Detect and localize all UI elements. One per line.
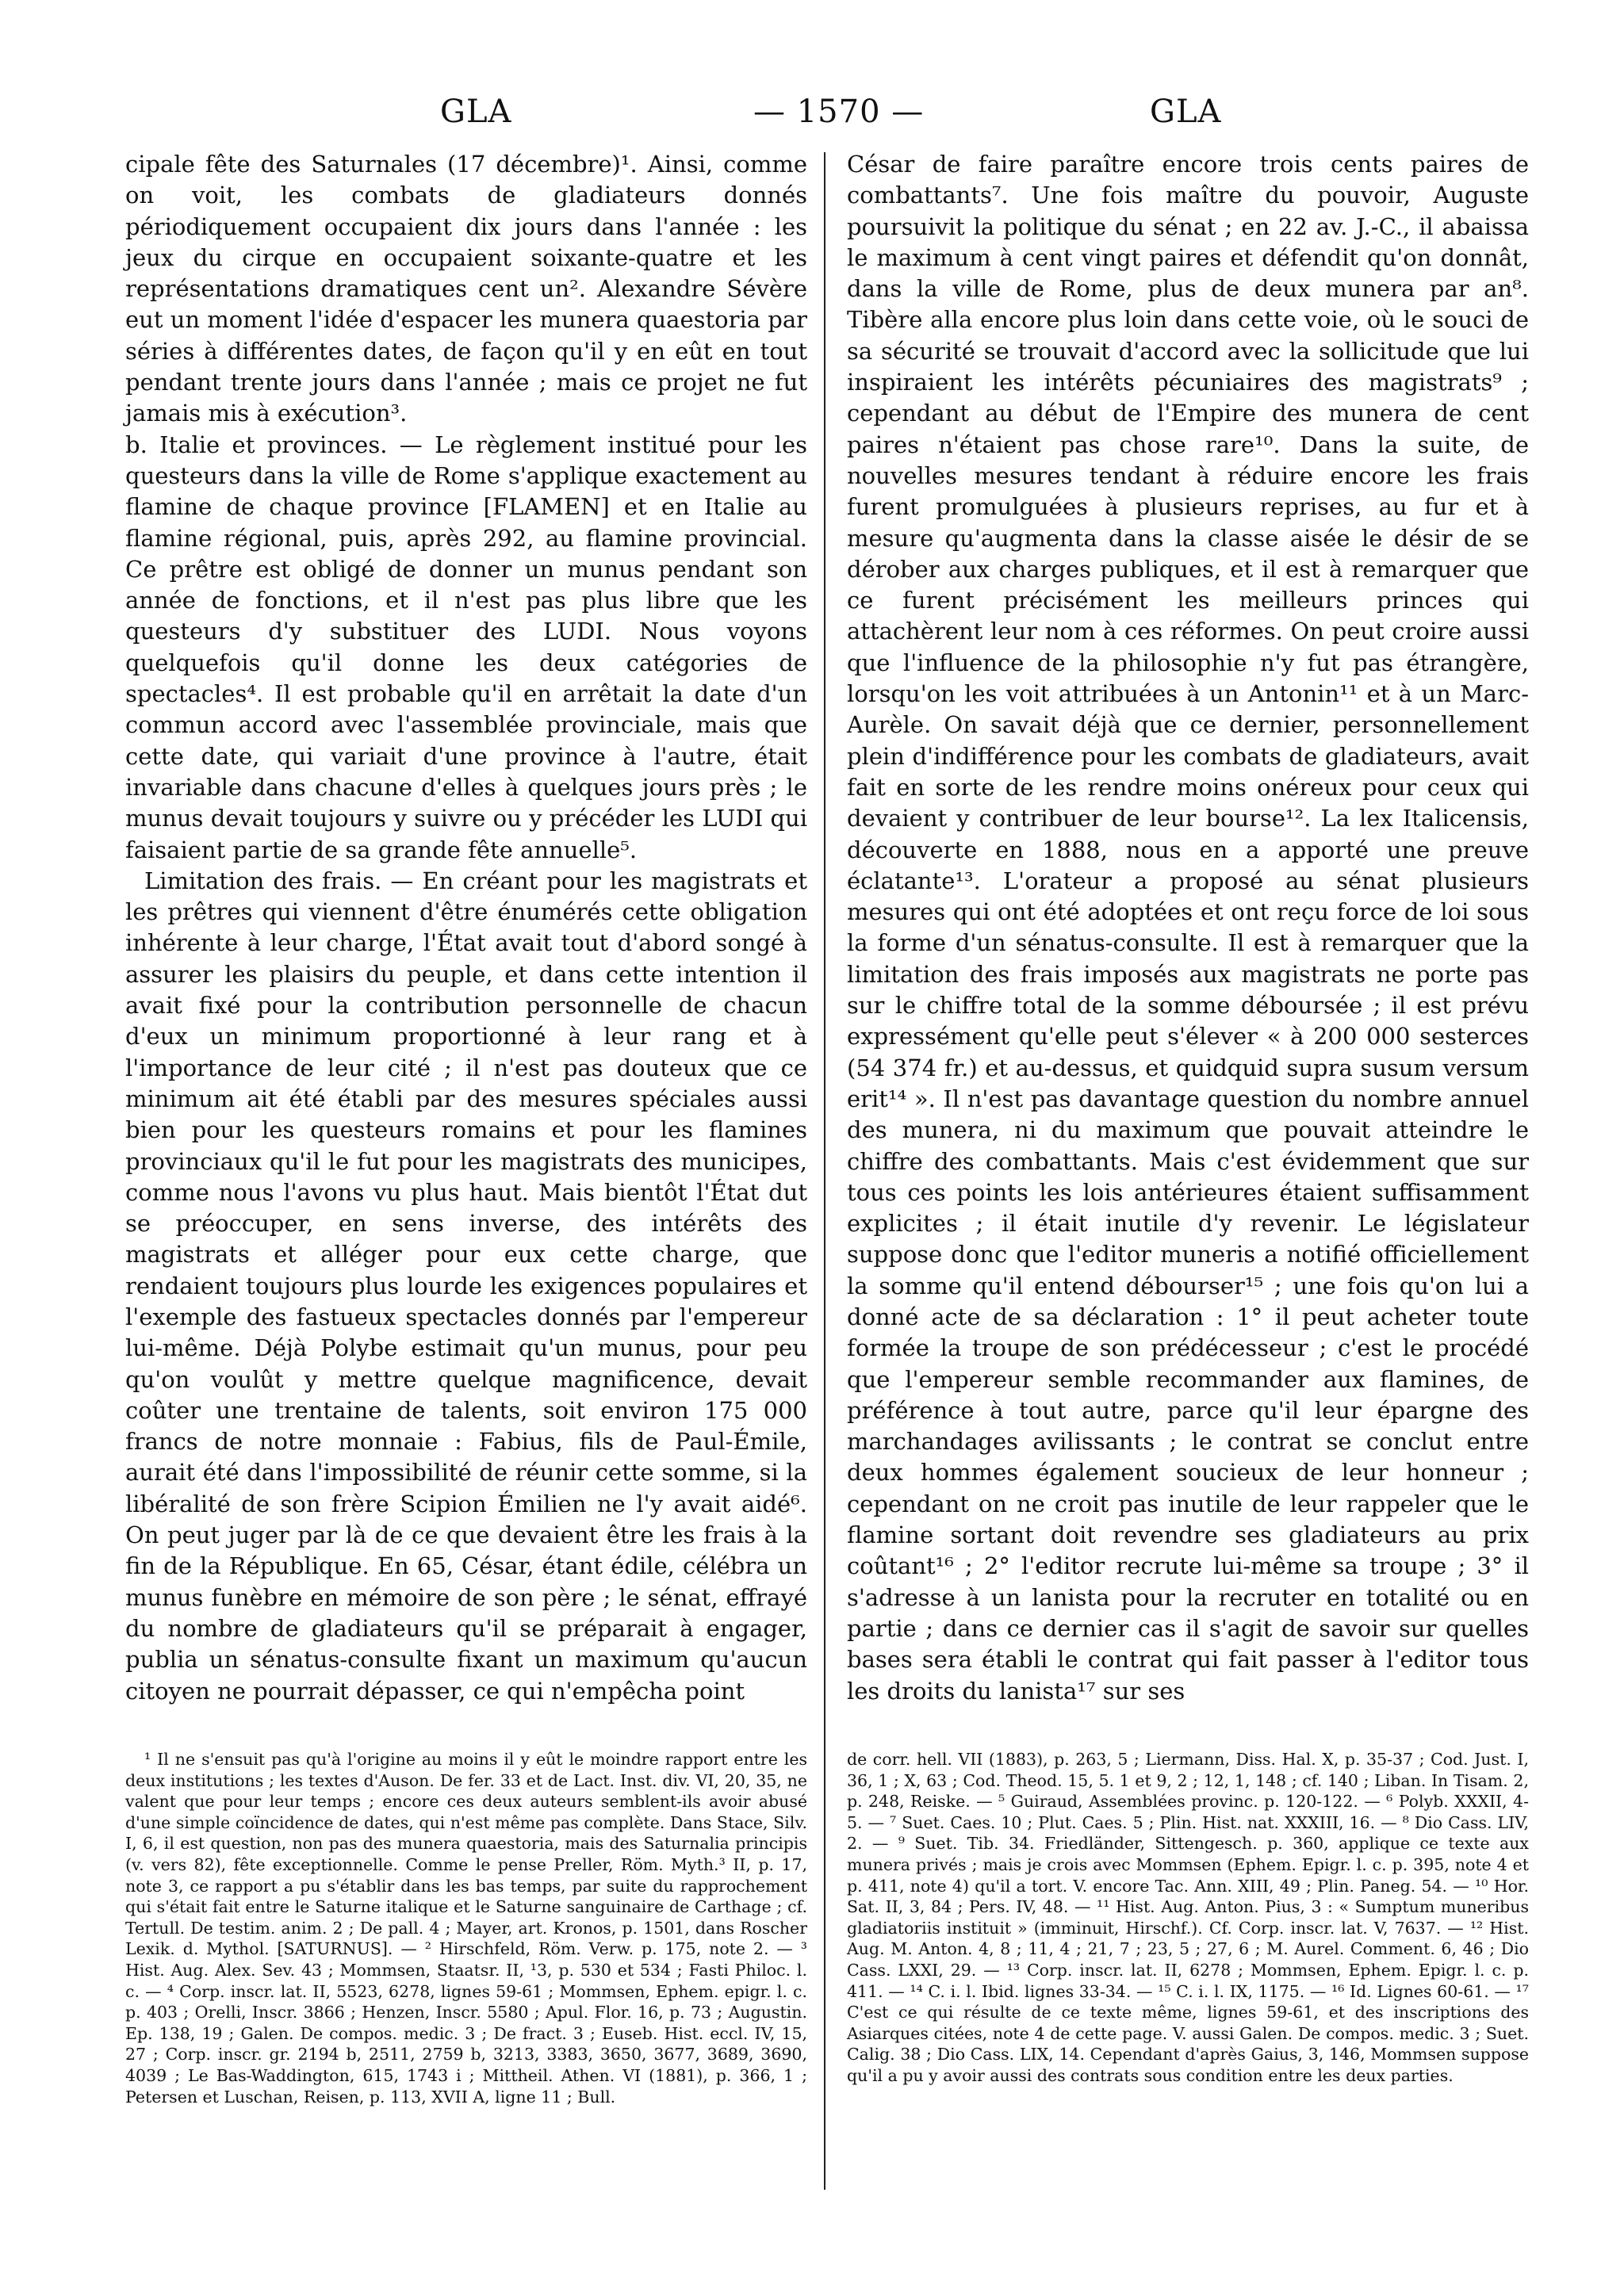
footnotes-right — [847, 1749, 1529, 2087]
left-paragraph-3: Limitation des frais. — En créant pour les magistrats et les prêtres qui viennent d'être énumérés cette obligation inhérente à leur charge, l'État avait tout d'abord songé à assurer les plaisirs du peuple, et dans cette intention il avait fixé pour la contribution personnelle de chacun d'eux un minimum proportionné à leur rang et à l'importance de leur cité ; il n'est pas douteux que ce minimum ait été établi par des mesures spéciales aussi bien pour les questeurs romains et pour les flamines provinciaux qu'il le fut pour les magistrats des municipes, comme nous l'avons vu plus haut. Mais bientôt l'État dut se préoccuper, en sens inverse, des intérêts des magistrats et alléger pour eux cette charge, que rendaient toujours plus lourde les exigences populaires et l'exemple des fastueux spectacles donnés par l'empereur lui-même. Déjà Polybe estimait qu'un munus, pour peu qu'on voulût y mettre quelque magnificence, devait coûter une trentaine de talents, soit environ 175 000 francs de notre monnaie : Fabius, fils de Paul-Émile, aurait été dans l'impossibilité de réunir cette somme, si la libéralité de son frère Scipion Émilien ne l'y avait aidé⁶. On peut juger par là de ce que devaient être les frais à la fin de la République. En 65, César, étant édile, célébra un munus funèbre en mémoire de son père ; le sénat, effrayé du nombre de gladiateurs qu'il se préparait à engager, publia un sénatus-consulte fixant un maximum qu'aucun citoyen ne pourrait dépasser, ce qui n'empêcha point — [125, 867, 807, 1705]
running-head-right: GLA — [1150, 94, 1222, 130]
right-column — [847, 149, 1529, 1707]
left-column — [125, 149, 807, 1707]
column-divider — [824, 152, 825, 2190]
left-paragraph-1: cipale fête des Saturnales (17 décembre)¹. Ainsi, comme on voit, les combats de gladiateurs donnés périodiquement occupaient dix jours dans l'année : les jeux du cirque en occupaient soixante-quatre et les représentations dramatiques cent un². Alexandre Sévère eut un moment l'idée d'espacer les munera quaestoria par séries à différentes dates, de façon qu'il y en eût en tout pendant trente jours dans l'année ; mais ce projet ne fut jamais mis à exécution³. — [125, 151, 807, 427]
page-number: — 1570 — — [753, 94, 925, 130]
footnotes-right-text: de corr. hell. VII (1883), p. 263, 5 ; Liermann, Diss. Hal. X, p. 35-37 ; Cod. Just. I, 36, 1 ; X, 63 ; Cod. Theod. 15, 5. 1 et 9, 2 ; 12, 1, 148 ; cf. 140 ; Liban. In Tisam. 2, p. 248, Reiske. — ⁵ Guiraud, Assemblées provinc. p. 120-122. — ⁶ Polyb. XXXII, 4-5. — ⁷ Suet. Caes. 10 ; Plut. Caes. 5 ; Plin. Hist. nat. XXXIII, 16. — ⁸ Dio Cass. LIV, 2. — ⁹ Suet. Tib. 34. Friedländer, Sittengesch. p. 360, applique ce texte aux munera privés ; mais je crois avec Mommsen (Ephem. Epigr. l. c. p. 395, note 4 et p. 411, note 4) qu'il a tort. V. encore Tac. Ann. XIII, 49 ; Plin. Paneg. 54. — ¹⁰ Hor. Sat. II, 3, 84 ; Pers. IV, 48. — ¹¹ Hist. Aug. Anton. Pius, 3 : « Sumptum muneribus gladiatoriis instituit » (imminuit, Hirschf.). Cf. Corp. inscr. lat. V, 7637. — ¹² Hist. Aug. M. Anton. 4, 8 ; 11, 4 ; 21, 7 ; 23, 5 ; 27, 6 ; M. Aurel. Comment. 6, 46 ; Dio Cass. LXXI, 29. — ¹³ Corp. inscr. lat. II, 6278 ; Mommsen, Ephem. Epigr. l. c. p. 411. — ¹⁴ C. i. l. Ibid. lignes 33-34. — ¹⁵ C. i. l. IX, 1175. — ¹⁶ Id. Lignes 60-61. — ¹⁷ C'est ce qui résulte de ce texte même, lignes 59-61, et des inscriptions des Asiarques citées, note 4 de cette page. V. aussi Galen. De compos. medic. 3 ; Suet. Calig. 38 ; Dio Cass. LIX, 14. Cependant d'après Gaius, 3, 146, Mommsen suppose qu'il a pu y avoir aussi des contrats sous condition entre les deux parties. — [847, 1750, 1529, 2085]
right-paragraph-1: César de faire paraître encore trois cents paires de combattants⁷. Une fois maître du pouvoir, Auguste poursuivit la politique du sénat ; en 22 av. J.-C., il abaissa le maximum à cent vingt paires et défendit qu'on donnât, dans la ville de Rome, plus de deux munera par an⁸. Tibère alla encore plus loin dans cette voie, où le souci de sa sécurité se trouvait d'accord avec la sollicitude que lui inspiraient les intérêts pécuniaires des magistrats⁹ ; cependant au début de l'Empire des munera de cent paires n'étaient pas chose rare¹⁰. Dans la suite, de nouvelles mesures tendant à réduire encore les frais furent promulguées à plusieurs reprises, au fur et à mesure qu'augmenta dans la classe aisée le désir de se dérober aux charges publiques, et il est à remarquer que ce furent précisément les meilleurs princes qui attachèrent leur nom à ces réformes. On peut croire aussi que l'influence de la philosophie n'y fut pas étrangère, lorsqu'on les voit attribuées à un Antonin¹¹ et à un Marc-Aurèle. On savait déjà que ce dernier, personnellement plein d'indifférence pour les combats de gladiateurs, avait fait en sorte de les rendre moins onéreux pour ceux qui devaient y contribuer de leur bourse¹². La lex Italicensis, découverte en 1888, nous en a apporté une preuve éclatante¹³. L'orateur a proposé au sénat plusieurs mesures qui ont été adoptées et ont reçu force de loi sous la forme d'un sénatus-consulte. Il est à remarquer que la limitation des frais imposés aux magistrats ne porte pas sur le chiffre total de la somme déboursée ; il est prévu expressément qu'elle peut s'élever « à 200 000 sesterces (54 374 fr.) et au-dessus, et quidquid supra susum versum erit¹⁴ ». Il n'est pas davantage question du nombre annuel des munera, ni du maximum que pouvait atteindre le chiffre des combattants. Mais c'est évidemment que sur tous ces points les lois antérieures étaient suffisamment explicites ; il était inutile d'y revenir. Le législateur suppose donc que l'editor muneris a notifié officiellement la somme qu'il entend débourser¹⁵ ; une fois qu'on lui a donné acte de sa déclaration : 1° il peut acheter toute formée la troupe de son prédécesseur ; c'est le procédé que l'empereur semble recommander aux flamines, de préférence à tout autre, parce qu'il leur épargne des marchandages avilissants ; le contrat se conclut entre deux hommes également soucieux de leur honneur ; cependant on ne croit pas inutile de leur rappeler que le flamine sortant doit revendre ses gladiateurs au prix coûtant¹⁶ ; 2° l'editor recrute lui-même sa troupe ; 3° il s'adresse à un lanista pour la recruter en totalité ou en partie ; dans ce dernier cas il s'agit de savoir sur quelles bases sera établi le contrat qui fait passer à l'editor tous les droits du lanista¹⁷ sur ses — [847, 151, 1529, 1705]
page-header — [127, 94, 1530, 141]
footnotes-left — [125, 1749, 807, 2107]
footnotes-left-text: ¹ Il ne s'ensuit pas qu'à l'origine au moins il y eût le moindre rapport entre les deux institutions ; les textes d'Auson. De fer. 33 et de Lact. Inst. div. VI, 20, 35, ne valent que pour leur temps ; encore ces deux auteurs semblent-ils avoir abusé d'une simple coïncidence de dates, qui n'est même pas complète. Dans Stace, Silv. I, 6, il est question, non pas des munera quaestoria, mais des Saturnalia principis (v. vers 82), fête exceptionnelle. Comme le pense Preller, Röm. Myth.³ II, p. 17, note 3, ce rapport a pu s'établir dans les bas temps, par suite du rapprochement qui s'était fait entre le Saturne italique et le Saturne sanguinaire de Carthage ; cf. Tertull. De testim. anim. 2 ; De pall. 4 ; Mayer, art. Kronos, p. 1501, dans Roscher Lexik. d. Mythol. [SATURNUS]. — ² Hirschfeld, Röm. Verw. p. 175, note 2. — ³ Hist. Aug. Alex. Sev. 43 ; Mommsen, Staatsr. II, ¹3, p. 530 et 534 ; Fasti Philoc. l. c. — ⁴ Corp. inscr. lat. II, 5523, 6278, lignes 59-61 ; Mommsen, Ephem. epigr. l. c. p. 403 ; Orelli, Inscr. 3866 ; Henzen, Inscr. 5580 ; Apul. Flor. 16, p. 73 ; Augustin. Ep. 138, 19 ; Galen. De compos. medic. 3 ; De fract. 3 ; Euseb. Hist. eccl. IV, 15, 27 ; Corp. inscr. gr. 2194 b, 2511, 2759 b, 3213, 3383, 3650, 3677, 3689, 3690, 4039 ; Le Bas-Waddington, 615, 1743 i ; Mittheil. Athen. VI (1881), p. 366, 1 ; Petersen et Luschan, Reisen, p. 113, XVII A, ligne 11 ; Bull. — [125, 1750, 807, 2107]
running-head-left: GLA — [440, 94, 512, 130]
left-paragraph-2: b. Italie et provinces. — Le règlement institué pour les questeurs dans la ville de Rome s'applique exactement au flamine de chaque province [FLAMEN] et en Italie au flamine régional, puis, après 292, au flamine provincial. Ce prêtre est obligé de donner un munus pendant son année de fonctions, et il n'est pas plus libre que les questeurs d'y substituer des LUDI. Nous voyons quelquefois qu'il donne les deux catégories de spectacles⁴. Il est probable qu'il en arrêtait la date d'un commun accord avec l'assemblée provinciale, mais que cette date, qui variait d'une province à l'autre, était invariable dans chacune d'elles à quelques jours près ; le munus devait toujours y suivre ou y précéder les LUDI qui faisaient partie de sa grande fête annuelle⁵. — [125, 430, 807, 863]
